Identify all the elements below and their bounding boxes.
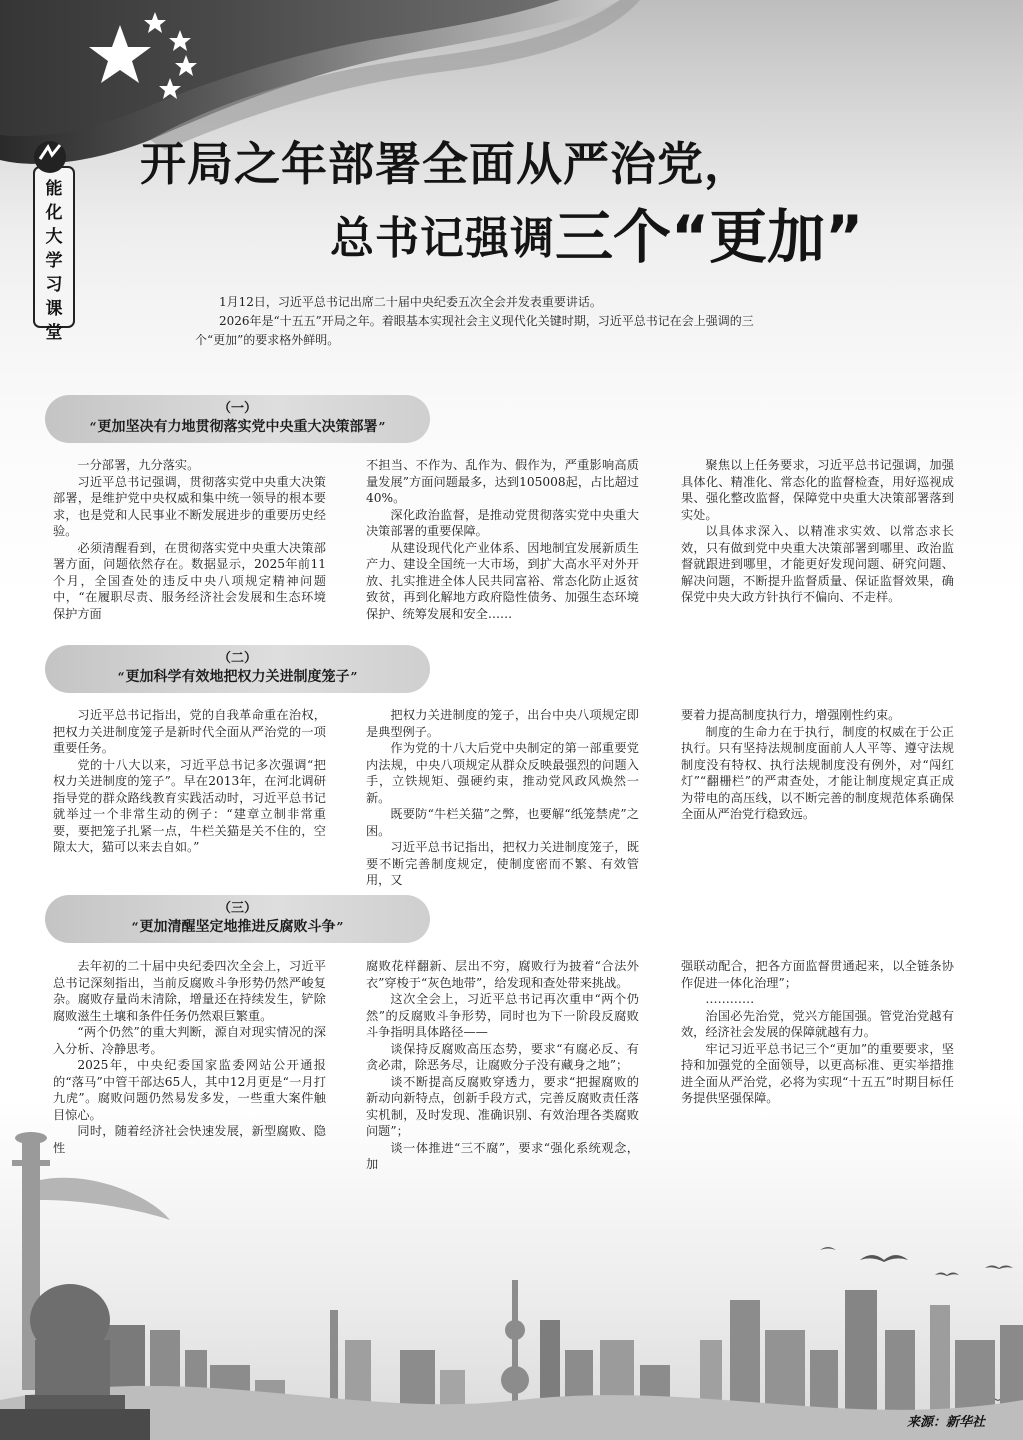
headline-line-2	[330, 190, 863, 274]
body-paragraph: 谈不断提高反腐败穿透力，要求“把握腐败的新动向新特点，创新手段方式，完善反腐败责任落实机制，及时发现、准确识别、有效治理各类腐败问题”；	[366, 1074, 639, 1138]
body-paragraph: 一分部署，九分落实。	[77, 458, 200, 472]
section-title: “更加清醒坚定地推进反腐败斗争”	[131, 919, 344, 935]
section-title: “更加科学有效地把权力关进制度笼子”	[117, 669, 358, 685]
bottom-scenery-art	[0, 1100, 1023, 1440]
body-paragraph: “两个仍然”的重大判断，源自对现实情况的深入分析、冷静思考。	[53, 1025, 326, 1056]
body-paragraph: 牢记习近平总书记三个“更加”的重要要求，坚持和加强党的全面领导，以更高标准、更实举措推进全面从严治党，必将为实现“十五五”时期目标任务提供坚强保障。	[681, 1041, 954, 1105]
section-header-1	[45, 395, 430, 443]
headline-line-1: 开局之年部署全面从严治党，	[140, 137, 751, 191]
body-paragraph: 以具体求深入、以精准求实效、以常态求长效，只有做到党中央重大决策部署到哪里、政治监督就跟进到哪里，才能更好发现问题、研究问题、解决问题，不断提升监督质量、保证监督效果，确保党中央大政方针执行不偏向、不走样。	[681, 524, 954, 604]
body-paragraph: 聚焦以上任务要求，习近平总书记强调，加强具体化、精准化、常态化的监督检查，用好巡视成果、强化整改监督，保障党中央重大决策部署落到实处。	[681, 458, 954, 522]
section-header-2	[45, 645, 430, 693]
column-label	[40, 177, 68, 345]
badge-char: 堂	[45, 323, 63, 343]
body-paragraph: 党的十八大以来，习近平总书记多次强调“把权力关进制度的笼子”。早在2013年，在河北调研指导党的群众路线教育实践活动时，习近平总书记就举过一个非常生动的例子：“建章立制非常重要，要把笼子扎紧一点，牛栏关猫是关不住的，空隙太大，猫可以来去自如。”	[53, 757, 326, 854]
badge-char: 学	[45, 251, 63, 271]
body-paragraph: 同时，随着经济社会快速发展，新型腐败、隐性	[53, 1124, 326, 1155]
lede-line: 个“更加”的要求格外鲜明。	[195, 333, 340, 347]
body-paragraph: 必须清醒看到，在贯彻落实党中央重大决策部署方面，问题依然存在。数据显示，2025年前11个月，全国查处的违反中央八项规定精神问题中，“在履职尽责、服务经济社会发展和生态环境保护方面	[53, 540, 326, 621]
section-3-column-3	[681, 958, 954, 1107]
headline-highlight: 三个“更加”	[555, 203, 864, 271]
badge-char: 大	[45, 227, 63, 247]
badge-char: 化	[45, 203, 63, 223]
headline-prefix: 总书记强调	[330, 213, 555, 264]
section-1-column-3	[681, 457, 954, 606]
body-paragraph: 治国必先治党，党兴方能国强。管党治党越有效，经济社会发展的保障就越有力。	[681, 1008, 954, 1039]
section-number: （一）	[217, 401, 257, 416]
body-paragraph: 从建设现代化产业体系、因地制宜发展新质生产力、建设全国统一大市场，到扩大高水平对外开放、扎实推进全体人民共同富裕、常态化防止返贫致贫，再到化解地方政府隐性债务、加强生态环境保护、统筹发展和安全……	[366, 540, 639, 621]
body-paragraph: 习近平总书记指出，把权力关进制度笼子，既要不断完善制度规定，使制度密而不繁、有效管用，又	[366, 840, 639, 887]
body-paragraph: 2025年，中央纪委国家监委网站公开通报的“落马”中管干部达65人，其中12月更是“一月打九虎”。腐败问题仍然易发多发，一些重大案件触目惊心。	[53, 1058, 326, 1122]
section-number: （二）	[217, 651, 257, 666]
badge-char: 课	[45, 299, 63, 319]
section-title: “更加坚决有力地贯彻落实党中央重大决策部署”	[89, 419, 386, 435]
body-paragraph: 作为党的十八大后党中央制定的第一部重要党内法规，中央八项规定从群众反映最强烈的问题入手，立铁规矩、强硬约束，推动党风政风焕然一新。	[366, 741, 639, 805]
section-number: （三）	[217, 901, 257, 916]
body-paragraph: 强联动配合，把各方面监督贯通起来，以全链条协作促进一体化治理”；	[681, 959, 954, 990]
body-paragraph: 谈一体推进“三不腐”，要求“强化系统观念，加	[366, 1140, 639, 1171]
source-credit: 来源：新华社	[906, 1415, 985, 1430]
body-paragraph: 去年初的二十届中央纪委四次全会上，习近平总书记深刻指出，当前反腐败斗争形势仍然严峻复杂。腐败存量尚未清除，增量还在持续发生，铲除腐败滋生土壤和条件任务仍然艰巨繁重。	[53, 959, 326, 1023]
body-paragraph: 习近平总书记强调，贯彻落实党中央重大决策部署，是维护党中央权威和集中统一领导的根本要求，也是党和人民事业不断发展进步的重要历史经验。	[53, 474, 326, 538]
section-1-column-1	[53, 457, 326, 622]
section-2-column-2	[366, 707, 639, 889]
body-paragraph: 要着力提高制度执行力，增强刚性约束。	[681, 708, 901, 722]
badge-char: 能	[45, 179, 63, 199]
body-paragraph: 深化政治监督，是推动党贯彻落实党中央重大决策部署的重要保障。	[366, 507, 639, 538]
section-1-column-2	[366, 457, 639, 622]
section-2-column-1	[53, 707, 326, 856]
body-paragraph: 既要防“牛栏关猫”之弊，也要解“纸笼禁虎”之困。	[366, 807, 639, 838]
body-paragraph: 习近平总书记指出，党的自我革命重在治权，把权力关进制度笼子是新时代全面从严治党的一项重要任务。	[53, 708, 326, 755]
energy-chemical-logo-icon	[34, 141, 66, 173]
body-paragraph: 这次全会上，习近平总书记再次重申“两个仍然”的反腐败斗争形势，同时也为下一阶段反腐败斗争指明具体路径——	[366, 992, 639, 1039]
flag-star-icon	[0, 0, 220, 120]
lede-paragraph	[195, 293, 835, 350]
section-2-column-3	[681, 707, 954, 823]
lede-line: 1月12日，习近平总书记出席二十届中央纪委五次全会并发表重要讲话。	[219, 295, 602, 309]
section-header-3	[45, 895, 430, 943]
badge-char: 习	[45, 275, 63, 295]
body-paragraph: 不担当、不作为、乱作为、假作为，严重影响高质量发展”方面问题最多，达到105008起，占比超过40%。	[366, 458, 639, 505]
lede-line: 2026年是“十五五”开局之年。着眼基本实现社会主义现代化关键时期，习近平总书记在会上强调的三	[219, 314, 754, 328]
body-paragraph: 制度的生命力在于执行，制度的权威在于公正执行。只有坚持法规制度面前人人平等、遵守法规制度没有特权、执行法规制度没有例外，对“闯红灯”“翻栅栏”的严肃查处，才能让制度规定真正成为带电的高压线，以不断完善的制度规范体系确保全面从严治党行稳致远。	[681, 724, 954, 821]
body-paragraph: 谈保持反腐败高压态势，要求“有腐必反、有贪必肃，除恶务尽，让腐败分子没有藏身之地”；	[366, 1041, 639, 1072]
body-paragraph: …………	[705, 992, 755, 1006]
body-paragraph: 把权力关进制度的笼子，出台中央八项规定即是典型例子。	[366, 708, 639, 739]
body-paragraph: 腐败花样翻新、层出不穷，腐败行为披着“合法外衣”穿梭于“灰色地带”，给发现和查处带来挑战。	[366, 959, 639, 990]
